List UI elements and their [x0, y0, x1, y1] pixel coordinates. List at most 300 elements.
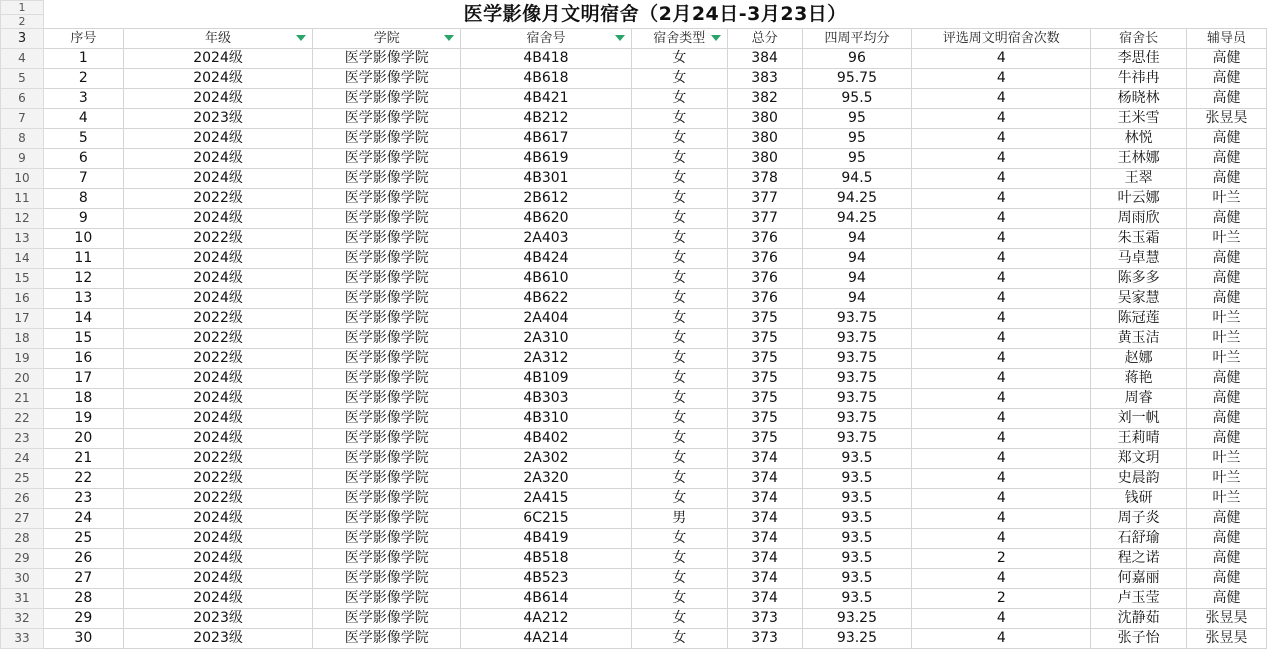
table-cell[interactable]: 3 — [43, 89, 123, 109]
table-cell[interactable]: 女 — [631, 129, 727, 149]
table-cell[interactable]: 4B620 — [461, 209, 632, 229]
row-number[interactable]: 16 — [1, 289, 44, 309]
table-cell[interactable]: 医学影像学院 — [313, 149, 461, 169]
table-cell[interactable]: 医学影像学院 — [313, 389, 461, 409]
table-cell[interactable]: 蒋艳 — [1091, 369, 1187, 389]
table-cell[interactable]: 医学影像学院 — [313, 429, 461, 449]
table-cell[interactable]: 高健 — [1187, 129, 1267, 149]
table-cell[interactable]: 医学影像学院 — [313, 369, 461, 389]
table-cell[interactable]: 93.75 — [802, 309, 912, 329]
column-header[interactable] — [1187, 29, 1267, 49]
row-number[interactable]: 28 — [1, 529, 44, 549]
row-number[interactable]: 7 — [1, 109, 44, 129]
table-cell[interactable]: 医学影像学院 — [313, 89, 461, 109]
table-cell[interactable]: 4B310 — [461, 409, 632, 429]
table-cell[interactable]: 王林娜 — [1091, 149, 1187, 169]
table-cell[interactable]: 叶兰 — [1187, 469, 1267, 489]
table-cell[interactable]: 4B402 — [461, 429, 632, 449]
table-cell[interactable]: 2024级 — [123, 289, 313, 309]
table-cell[interactable]: 4 — [912, 269, 1091, 289]
table-cell[interactable]: 13 — [43, 289, 123, 309]
table-cell[interactable]: 女 — [631, 189, 727, 209]
table-cell[interactable]: 377 — [727, 209, 802, 229]
table-cell[interactable]: 374 — [727, 509, 802, 529]
table-cell[interactable]: 2A312 — [461, 349, 632, 369]
table-cell[interactable]: 375 — [727, 409, 802, 429]
table-cell[interactable]: 374 — [727, 589, 802, 609]
table-cell[interactable]: 375 — [727, 389, 802, 409]
table-cell[interactable]: 医学影像学院 — [313, 49, 461, 69]
table-cell[interactable]: 4 — [43, 109, 123, 129]
table-cell[interactable]: 376 — [727, 269, 802, 289]
table-cell[interactable]: 374 — [727, 489, 802, 509]
table-cell[interactable]: 高健 — [1187, 509, 1267, 529]
table-cell[interactable]: 94.25 — [802, 209, 912, 229]
table-cell[interactable]: 2024级 — [123, 129, 313, 149]
table-cell[interactable]: 4 — [912, 89, 1091, 109]
row-number[interactable]: 18 — [1, 329, 44, 349]
table-cell[interactable]: 女 — [631, 269, 727, 289]
table-cell[interactable]: 4A212 — [461, 609, 632, 629]
row-number[interactable]: 33 — [1, 629, 44, 649]
table-cell[interactable]: 张昱昊 — [1187, 629, 1267, 649]
column-header[interactable] — [313, 29, 461, 49]
table-cell[interactable]: 27 — [43, 569, 123, 589]
row-number[interactable]: 20 — [1, 369, 44, 389]
table-cell[interactable]: 钱研 — [1091, 489, 1187, 509]
table-cell[interactable]: 女 — [631, 109, 727, 129]
table-cell[interactable]: 4 — [912, 249, 1091, 269]
table-cell[interactable]: 医学影像学院 — [313, 509, 461, 529]
table-cell[interactable]: 史晨韵 — [1091, 469, 1187, 489]
table-cell[interactable]: 4B614 — [461, 589, 632, 609]
table-cell[interactable]: 2024级 — [123, 169, 313, 189]
table-cell[interactable]: 380 — [727, 149, 802, 169]
table-cell[interactable]: 医学影像学院 — [313, 169, 461, 189]
table-cell[interactable]: 377 — [727, 189, 802, 209]
table-cell[interactable]: 4 — [912, 129, 1091, 149]
table-cell[interactable]: 2024级 — [123, 69, 313, 89]
table-cell[interactable]: 吴家慧 — [1091, 289, 1187, 309]
table-cell[interactable]: 医学影像学院 — [313, 109, 461, 129]
table-cell[interactable]: 93.5 — [802, 589, 912, 609]
table-cell[interactable]: 高健 — [1187, 289, 1267, 309]
table-cell[interactable]: 1 — [43, 49, 123, 69]
table-cell[interactable]: 380 — [727, 129, 802, 149]
table-cell[interactable]: 牛祎冉 — [1091, 69, 1187, 89]
table-cell[interactable]: 张昱昊 — [1187, 109, 1267, 129]
table-cell[interactable]: 4 — [912, 169, 1091, 189]
table-cell[interactable]: 378 — [727, 169, 802, 189]
table-cell[interactable]: 4B619 — [461, 149, 632, 169]
table-cell[interactable]: 2023级 — [123, 629, 313, 649]
table-cell[interactable]: 2024级 — [123, 49, 313, 69]
table-cell[interactable]: 4 — [912, 329, 1091, 349]
table-cell[interactable]: 4 — [912, 209, 1091, 229]
table-cell[interactable]: 375 — [727, 329, 802, 349]
table-cell[interactable]: 95 — [802, 109, 912, 129]
table-cell[interactable]: 高健 — [1187, 209, 1267, 229]
table-cell[interactable]: 2022级 — [123, 229, 313, 249]
row-number[interactable]: 6 — [1, 89, 44, 109]
table-cell[interactable]: 4B212 — [461, 109, 632, 129]
row-number[interactable]: 1 — [1, 1, 44, 15]
table-cell[interactable]: 94 — [802, 229, 912, 249]
table-cell[interactable]: 女 — [631, 489, 727, 509]
table-cell[interactable]: 4B421 — [461, 89, 632, 109]
table-cell[interactable]: 4 — [912, 629, 1091, 649]
table-cell[interactable]: 2022级 — [123, 329, 313, 349]
table-cell[interactable]: 375 — [727, 349, 802, 369]
table-cell[interactable]: 朱玉霜 — [1091, 229, 1187, 249]
table-cell[interactable]: 医学影像学院 — [313, 309, 461, 329]
table-cell[interactable]: 女 — [631, 209, 727, 229]
table-cell[interactable]: 93.5 — [802, 529, 912, 549]
table-cell[interactable]: 女 — [631, 169, 727, 189]
row-number[interactable]: 24 — [1, 449, 44, 469]
table-cell[interactable]: 18 — [43, 389, 123, 409]
table-cell[interactable]: 女 — [631, 229, 727, 249]
table-cell[interactable]: 2024级 — [123, 389, 313, 409]
table-cell[interactable]: 叶云娜 — [1091, 189, 1187, 209]
table-cell[interactable]: 2024级 — [123, 249, 313, 269]
row-number[interactable]: 15 — [1, 269, 44, 289]
table-cell[interactable]: 高健 — [1187, 369, 1267, 389]
table-cell[interactable]: 94 — [802, 249, 912, 269]
table-cell[interactable]: 女 — [631, 369, 727, 389]
table-cell[interactable]: 周睿 — [1091, 389, 1187, 409]
table-cell[interactable]: 医学影像学院 — [313, 249, 461, 269]
table-cell[interactable]: 2A403 — [461, 229, 632, 249]
table-cell[interactable]: 女 — [631, 449, 727, 469]
table-cell[interactable]: 4B424 — [461, 249, 632, 269]
table-cell[interactable]: 4 — [912, 49, 1091, 69]
table-cell[interactable]: 医学影像学院 — [313, 489, 461, 509]
table-cell[interactable]: 卢玉莹 — [1091, 589, 1187, 609]
table-cell[interactable]: 医学影像学院 — [313, 529, 461, 549]
table-cell[interactable]: 382 — [727, 89, 802, 109]
table-cell[interactable]: 22 — [43, 469, 123, 489]
table-cell[interactable]: 19 — [43, 409, 123, 429]
table-cell[interactable]: 赵娜 — [1091, 349, 1187, 369]
table-cell[interactable]: 374 — [727, 569, 802, 589]
table-cell[interactable]: 医学影像学院 — [313, 189, 461, 209]
row-number[interactable]: 3 — [1, 29, 44, 49]
table-cell[interactable]: 93.75 — [802, 349, 912, 369]
table-cell[interactable]: 叶兰 — [1187, 229, 1267, 249]
table-cell[interactable]: 叶兰 — [1187, 489, 1267, 509]
table-cell[interactable]: 2B612 — [461, 189, 632, 209]
table-cell[interactable]: 2022级 — [123, 349, 313, 369]
table-cell[interactable]: 4B617 — [461, 129, 632, 149]
row-number[interactable]: 4 — [1, 49, 44, 69]
table-cell[interactable]: 21 — [43, 449, 123, 469]
table-cell[interactable]: 2024级 — [123, 549, 313, 569]
table-cell[interactable]: 15 — [43, 329, 123, 349]
table-cell[interactable]: 95 — [802, 129, 912, 149]
table-cell[interactable]: 384 — [727, 49, 802, 69]
table-cell[interactable]: 93.5 — [802, 569, 912, 589]
column-header[interactable] — [631, 29, 727, 49]
table-cell[interactable]: 2024级 — [123, 569, 313, 589]
table-cell[interactable]: 376 — [727, 229, 802, 249]
table-cell[interactable]: 高健 — [1187, 169, 1267, 189]
table-cell[interactable]: 女 — [631, 629, 727, 649]
table-cell[interactable]: 周雨欣 — [1091, 209, 1187, 229]
row-number[interactable]: 12 — [1, 209, 44, 229]
table-cell[interactable]: 4B301 — [461, 169, 632, 189]
table-cell[interactable]: 女 — [631, 429, 727, 449]
column-header[interactable] — [727, 29, 802, 49]
table-cell[interactable]: 医学影像学院 — [313, 449, 461, 469]
table-cell[interactable]: 女 — [631, 389, 727, 409]
table-cell[interactable]: 女 — [631, 469, 727, 489]
table-cell[interactable]: 380 — [727, 109, 802, 129]
table-cell[interactable]: 4 — [912, 309, 1091, 329]
table-cell[interactable]: 93.75 — [802, 369, 912, 389]
table-cell[interactable]: 女 — [631, 309, 727, 329]
table-cell[interactable]: 93.5 — [802, 449, 912, 469]
table-cell[interactable]: 王翠 — [1091, 169, 1187, 189]
table-cell[interactable]: 医学影像学院 — [313, 69, 461, 89]
row-number[interactable]: 32 — [1, 609, 44, 629]
table-cell[interactable]: 94.25 — [802, 189, 912, 209]
column-header[interactable] — [43, 29, 123, 49]
table-cell[interactable]: 高健 — [1187, 409, 1267, 429]
table-cell[interactable]: 4 — [912, 349, 1091, 369]
row-number[interactable]: 26 — [1, 489, 44, 509]
row-number[interactable]: 21 — [1, 389, 44, 409]
row-number[interactable]: 30 — [1, 569, 44, 589]
table-cell[interactable]: 李思佳 — [1091, 49, 1187, 69]
table-cell[interactable]: 张子怡 — [1091, 629, 1187, 649]
table-cell[interactable]: 2022级 — [123, 449, 313, 469]
table-cell[interactable]: 4B622 — [461, 289, 632, 309]
table-cell[interactable]: 96 — [802, 49, 912, 69]
table-cell[interactable]: 376 — [727, 289, 802, 309]
table-cell[interactable]: 2A302 — [461, 449, 632, 469]
table-cell[interactable]: 医学影像学院 — [313, 549, 461, 569]
table-cell[interactable]: 2024级 — [123, 269, 313, 289]
table-cell[interactable]: 10 — [43, 229, 123, 249]
table-cell[interactable]: 4A214 — [461, 629, 632, 649]
table-cell[interactable]: 94 — [802, 269, 912, 289]
table-cell[interactable]: 女 — [631, 289, 727, 309]
table-cell[interactable]: 女 — [631, 349, 727, 369]
table-cell[interactable]: 高健 — [1187, 69, 1267, 89]
table-cell[interactable]: 93.5 — [802, 469, 912, 489]
table-cell[interactable]: 医学影像学院 — [313, 569, 461, 589]
filter-dropdown-icon[interactable] — [711, 35, 721, 41]
table-cell[interactable]: 95.5 — [802, 89, 912, 109]
table-cell[interactable]: 高健 — [1187, 249, 1267, 269]
table-cell[interactable]: 医学影像学院 — [313, 229, 461, 249]
table-cell[interactable]: 4 — [912, 409, 1091, 429]
table-cell[interactable]: 高健 — [1187, 149, 1267, 169]
table-cell[interactable]: 375 — [727, 309, 802, 329]
table-cell[interactable]: 女 — [631, 249, 727, 269]
table-cell[interactable]: 28 — [43, 589, 123, 609]
table-cell[interactable]: 93.75 — [802, 429, 912, 449]
table-cell[interactable]: 黄玉洁 — [1091, 329, 1187, 349]
table-cell[interactable]: 374 — [727, 529, 802, 549]
table-cell[interactable]: 4 — [912, 569, 1091, 589]
table-cell[interactable]: 2 — [912, 549, 1091, 569]
table-cell[interactable]: 373 — [727, 609, 802, 629]
table-cell[interactable]: 何嘉丽 — [1091, 569, 1187, 589]
table-cell[interactable]: 女 — [631, 609, 727, 629]
column-header[interactable] — [802, 29, 912, 49]
table-cell[interactable]: 26 — [43, 549, 123, 569]
table-cell[interactable]: 2A404 — [461, 309, 632, 329]
table-cell[interactable]: 医学影像学院 — [313, 629, 461, 649]
table-cell[interactable]: 石舒瑜 — [1091, 529, 1187, 549]
table-cell[interactable]: 2023级 — [123, 109, 313, 129]
table-cell[interactable]: 30 — [43, 629, 123, 649]
table-cell[interactable]: 医学影像学院 — [313, 209, 461, 229]
row-number[interactable]: 9 — [1, 149, 44, 169]
table-cell[interactable]: 高健 — [1187, 529, 1267, 549]
table-cell[interactable]: 陈多多 — [1091, 269, 1187, 289]
table-cell[interactable]: 20 — [43, 429, 123, 449]
table-cell[interactable]: 6C215 — [461, 509, 632, 529]
table-cell[interactable]: 7 — [43, 169, 123, 189]
table-cell[interactable]: 女 — [631, 89, 727, 109]
table-cell[interactable]: 4B518 — [461, 549, 632, 569]
table-cell[interactable]: 4 — [912, 389, 1091, 409]
filter-dropdown-icon[interactable] — [444, 35, 454, 41]
table-cell[interactable]: 医学影像学院 — [313, 589, 461, 609]
row-number[interactable]: 2 — [1, 15, 44, 29]
table-cell[interactable]: 女 — [631, 49, 727, 69]
table-cell[interactable]: 93.75 — [802, 329, 912, 349]
table-cell[interactable]: 4 — [912, 509, 1091, 529]
row-number[interactable]: 17 — [1, 309, 44, 329]
column-header[interactable] — [912, 29, 1091, 49]
table-cell[interactable]: 马卓慧 — [1091, 249, 1187, 269]
table-cell[interactable]: 杨晓林 — [1091, 89, 1187, 109]
table-cell[interactable]: 2023级 — [123, 609, 313, 629]
table-cell[interactable]: 女 — [631, 589, 727, 609]
table-cell[interactable]: 4B618 — [461, 69, 632, 89]
table-cell[interactable]: 4B523 — [461, 569, 632, 589]
table-cell[interactable]: 93.25 — [802, 609, 912, 629]
table-cell[interactable]: 程之诺 — [1091, 549, 1187, 569]
table-cell[interactable]: 刘一帆 — [1091, 409, 1187, 429]
table-cell[interactable]: 4B303 — [461, 389, 632, 409]
table-cell[interactable]: 93.25 — [802, 629, 912, 649]
table-cell[interactable]: 95 — [802, 149, 912, 169]
table-cell[interactable]: 4B418 — [461, 49, 632, 69]
row-number[interactable]: 29 — [1, 549, 44, 569]
table-cell[interactable]: 374 — [727, 449, 802, 469]
table-cell[interactable]: 王莉晴 — [1091, 429, 1187, 449]
table-cell[interactable]: 6 — [43, 149, 123, 169]
table-cell[interactable]: 9 — [43, 209, 123, 229]
table-cell[interactable]: 2024级 — [123, 369, 313, 389]
row-number[interactable]: 31 — [1, 589, 44, 609]
table-cell[interactable]: 4 — [912, 289, 1091, 309]
table-cell[interactable]: 高健 — [1187, 89, 1267, 109]
row-number[interactable]: 8 — [1, 129, 44, 149]
table-cell[interactable]: 383 — [727, 69, 802, 89]
table-cell[interactable]: 24 — [43, 509, 123, 529]
table-cell[interactable]: 高健 — [1187, 569, 1267, 589]
table-cell[interactable]: 高健 — [1187, 49, 1267, 69]
table-cell[interactable]: 女 — [631, 149, 727, 169]
table-cell[interactable]: 2 — [912, 589, 1091, 609]
table-cell[interactable]: 2024级 — [123, 89, 313, 109]
column-header[interactable] — [123, 29, 313, 49]
table-cell[interactable]: 2024级 — [123, 509, 313, 529]
table-cell[interactable]: 374 — [727, 469, 802, 489]
table-cell[interactable]: 医学影像学院 — [313, 349, 461, 369]
table-cell[interactable]: 4 — [912, 529, 1091, 549]
table-cell[interactable]: 医学影像学院 — [313, 469, 461, 489]
table-cell[interactable]: 医学影像学院 — [313, 609, 461, 629]
table-cell[interactable]: 沈静茹 — [1091, 609, 1187, 629]
table-cell[interactable]: 4 — [912, 229, 1091, 249]
table-cell[interactable]: 2 — [43, 69, 123, 89]
row-number[interactable]: 22 — [1, 409, 44, 429]
table-cell[interactable]: 女 — [631, 549, 727, 569]
table-cell[interactable]: 张昱昊 — [1187, 609, 1267, 629]
table-cell[interactable]: 医学影像学院 — [313, 289, 461, 309]
table-cell[interactable]: 94 — [802, 289, 912, 309]
row-number[interactable]: 25 — [1, 469, 44, 489]
row-number[interactable]: 10 — [1, 169, 44, 189]
table-cell[interactable]: 女 — [631, 569, 727, 589]
table-cell[interactable]: 高健 — [1187, 389, 1267, 409]
table-cell[interactable]: 94.5 — [802, 169, 912, 189]
table-cell[interactable]: 女 — [631, 529, 727, 549]
table-cell[interactable]: 374 — [727, 549, 802, 569]
table-cell[interactable]: 23 — [43, 489, 123, 509]
sheet-title[interactable]: 医学影像月文明宿舍（2月24日-3月23日） — [463, 2, 847, 25]
table-cell[interactable]: 2A310 — [461, 329, 632, 349]
table-cell[interactable]: 2024级 — [123, 209, 313, 229]
table-cell[interactable]: 高健 — [1187, 269, 1267, 289]
table-cell[interactable]: 93.5 — [802, 509, 912, 529]
table-cell[interactable]: 4 — [912, 69, 1091, 89]
table-cell[interactable]: 2022级 — [123, 189, 313, 209]
column-header[interactable] — [1091, 29, 1187, 49]
table-cell[interactable]: 2024级 — [123, 589, 313, 609]
table-cell[interactable]: 4 — [912, 429, 1091, 449]
filter-dropdown-icon[interactable] — [615, 35, 625, 41]
table-cell[interactable]: 医学影像学院 — [313, 409, 461, 429]
table-cell[interactable]: 2022级 — [123, 489, 313, 509]
row-number[interactable]: 5 — [1, 69, 44, 89]
table-cell[interactable]: 2A320 — [461, 469, 632, 489]
table-cell[interactable]: 14 — [43, 309, 123, 329]
table-cell[interactable]: 95.75 — [802, 69, 912, 89]
table-cell[interactable]: 93.5 — [802, 549, 912, 569]
table-cell[interactable]: 17 — [43, 369, 123, 389]
table-cell[interactable]: 女 — [631, 329, 727, 349]
table-cell[interactable]: 2022级 — [123, 309, 313, 329]
table-cell[interactable]: 5 — [43, 129, 123, 149]
table-cell[interactable]: 2024级 — [123, 409, 313, 429]
table-cell[interactable]: 93.75 — [802, 409, 912, 429]
table-cell[interactable]: 11 — [43, 249, 123, 269]
table-cell[interactable]: 林悦 — [1091, 129, 1187, 149]
table-cell[interactable]: 2022级 — [123, 469, 313, 489]
table-cell[interactable]: 2A415 — [461, 489, 632, 509]
table-cell[interactable]: 12 — [43, 269, 123, 289]
table-cell[interactable]: 叶兰 — [1187, 189, 1267, 209]
table-cell[interactable]: 女 — [631, 409, 727, 429]
